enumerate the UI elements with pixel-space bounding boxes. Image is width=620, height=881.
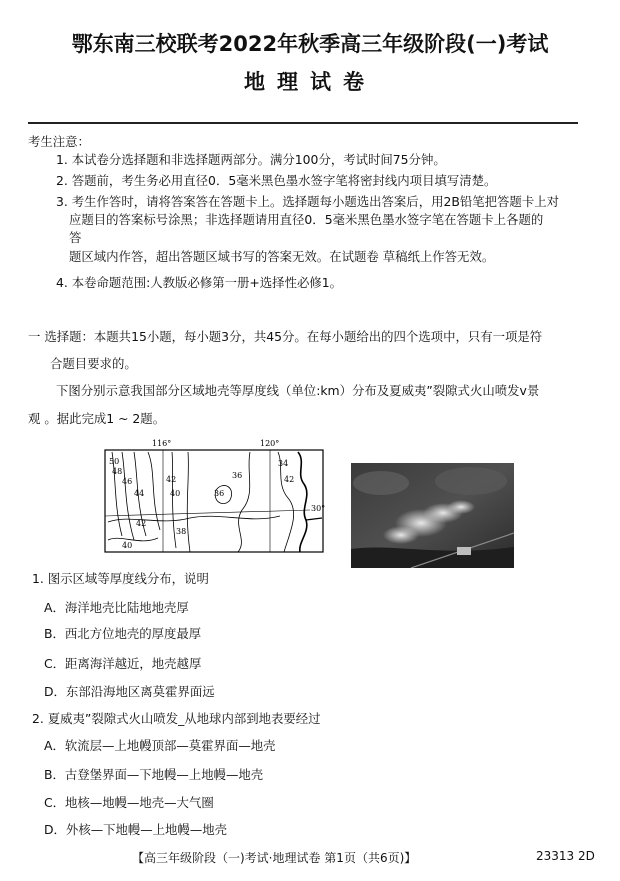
q2-option-c: C．地核—地幔—地壳—大气圈 [44, 795, 214, 810]
q2-option-a: A．软流层—上地幔顶部—莫霍界面—地壳 [44, 738, 276, 753]
notice-item-cont: 题区域内作答，超出答题区域书写的答案无效。在试题卷 草稿纸上作答无效。 [69, 249, 495, 264]
notice-item: 2. 答题前，考生务必用直径0．5毫米黑色墨水签字笔将密封线内项目填写清楚。 [56, 173, 497, 188]
notice-item-cont: 应题目的答案标号涂黑；非选择题请用直径0．5毫米黑色墨水签字笔在答题卡上各题的 [69, 212, 544, 227]
section-heading: 一 选择题：本题共15小题，每小题3分，共45分。在每小题给出的四个选项中，只有一项是符 [28, 329, 543, 344]
crust-thickness-map [100, 436, 332, 556]
paper-code: 23313 2D [536, 849, 595, 863]
question-2-stem: 2. 夏威夷”裂隙式火山喷发_从地球内部到地表要经过 [32, 711, 321, 726]
q1-option-d: D．东部沿海地区离莫霍界面远 [44, 684, 215, 699]
notice-item: 4. 本卷命题范围:人教版必修第一册+选择性必修1。 [56, 275, 343, 290]
contour-label: 44 [134, 489, 145, 498]
contour-label: 50 [109, 457, 120, 466]
volcano-eruption-photo [351, 463, 514, 568]
q1-option-c: C．距离海洋越近，地壳越厚 [44, 656, 202, 671]
contour-label: 36 [214, 489, 225, 498]
contour-label: 42 [166, 475, 177, 484]
notice-item-cont: 答 [69, 230, 82, 245]
contour-label: 36 [232, 471, 243, 480]
contour-label: 40 [122, 541, 133, 550]
contour-label: 48 [112, 467, 123, 476]
lon-label: 116° [152, 439, 172, 448]
section-heading-cont: 合题目要求的。 [50, 356, 137, 371]
contour-label: 42 [284, 475, 295, 484]
contour-label: 46 [122, 477, 133, 486]
q2-option-d: D．外核—下地幔—上地幔—地壳 [44, 822, 228, 837]
question-1-stem: 1. 图示区域等厚度线分布，说明 [32, 571, 209, 586]
q1-option-b: B．西北方位地壳的厚度最厚 [44, 626, 202, 641]
question-intro-cont: 观 。据此完成1 ~ 2题。 [28, 411, 166, 426]
title-divider [28, 122, 578, 124]
notice-item: 1. 本试卷分选择题和非选择题两部分。满分100分，考试时间75分钟。 [56, 152, 446, 167]
lat-label: 30° [311, 504, 326, 513]
q2-option-b: B．古登堡界面—下地幔—上地幔—地壳 [44, 767, 264, 782]
contour-label: 34 [278, 459, 289, 468]
contour-label: 42 [136, 519, 147, 528]
page-footer: 【高三年级阶段（一)考试·地理试卷 第1页（共6页)】 [132, 851, 417, 865]
notice-item: 3. 考生作答时，请将答案答在答题卡上。选择题每小题选出答案后，用2B铅笔把答题卡上对 [56, 194, 559, 209]
lon-label: 120° [260, 439, 280, 448]
subject-title: 地理试卷 [244, 70, 376, 94]
contour-label: 38 [176, 527, 187, 536]
question-intro: 下图分别示意我国部分区域地壳等厚度线（单位:km）分布及夏威夷”裂隙式火山喷发v景 [56, 383, 540, 398]
q1-option-a: A．海洋地壳比陆地地壳厚 [44, 600, 189, 615]
contour-label: 40 [170, 489, 181, 498]
notice-heading: 考生注意： [28, 134, 90, 149]
exam-title: 鄂东南三校联考2022年秋季高三年级阶段(一)考试 [71, 32, 549, 56]
